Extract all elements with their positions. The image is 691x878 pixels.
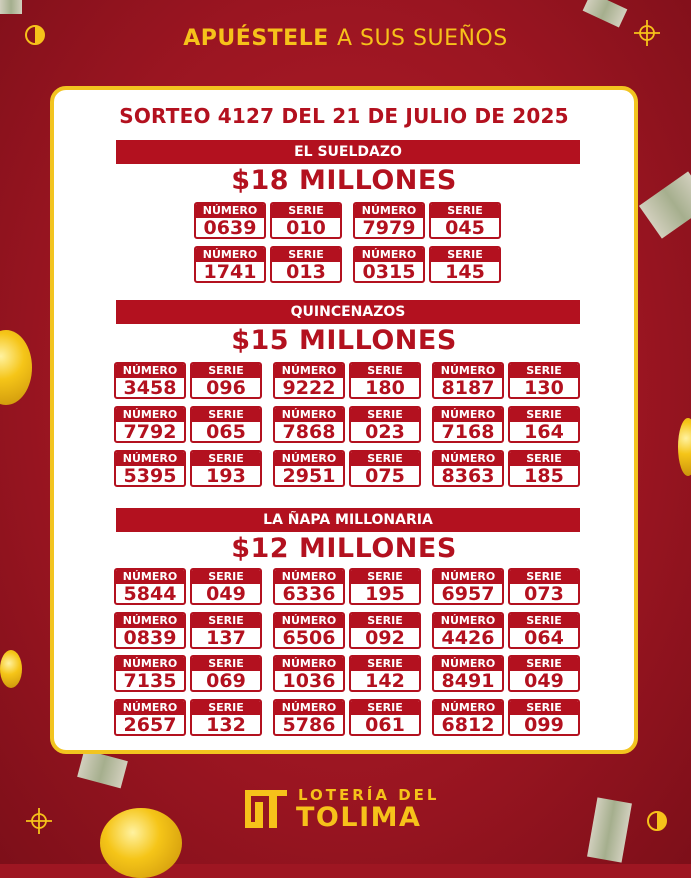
serie-label: SERIE bbox=[351, 657, 419, 671]
serie-value: 065 bbox=[206, 421, 246, 443]
coin-decoration bbox=[678, 418, 691, 476]
numero-label: NÚMERO bbox=[275, 408, 343, 422]
numero-label: NÚMERO bbox=[434, 452, 502, 466]
numero-label: NÚMERO bbox=[434, 570, 502, 584]
numero-box bbox=[432, 699, 504, 736]
numero-value: 7135 bbox=[123, 670, 177, 692]
numero-label: NÚMERO bbox=[434, 408, 502, 422]
serie-box bbox=[190, 612, 262, 649]
serie-box bbox=[190, 406, 262, 443]
serie-box bbox=[349, 655, 421, 692]
serie-box bbox=[349, 450, 421, 487]
numero-box bbox=[432, 406, 504, 443]
numero-label: NÚMERO bbox=[275, 570, 343, 584]
numero-box bbox=[114, 699, 186, 736]
numero-value: 5844 bbox=[123, 583, 177, 605]
serie-value: 137 bbox=[206, 626, 246, 649]
numero-box bbox=[432, 612, 504, 649]
serie-label: SERIE bbox=[510, 657, 578, 671]
numero-label: NÚMERO bbox=[434, 614, 502, 628]
coin-decoration bbox=[0, 650, 22, 688]
serie-label: SERIE bbox=[192, 452, 260, 466]
numero-box bbox=[114, 655, 186, 692]
serie-label: SERIE bbox=[510, 701, 578, 715]
serie-label: SERIE bbox=[192, 364, 260, 378]
logo-mark-icon bbox=[243, 786, 289, 828]
numero-label: NÚMERO bbox=[275, 364, 343, 378]
serie-label: SERIE bbox=[351, 364, 419, 378]
numero-label: NÚMERO bbox=[275, 701, 343, 715]
serie-label: SERIE bbox=[510, 364, 578, 378]
numero-value: 1741 bbox=[203, 261, 257, 283]
serie-box bbox=[508, 362, 580, 399]
serie-value: 132 bbox=[206, 713, 246, 736]
prize-amount: $18 MILLONES bbox=[231, 165, 457, 196]
serie-label: SERIE bbox=[351, 701, 419, 715]
serie-label: SERIE bbox=[192, 701, 260, 715]
numero-box bbox=[432, 450, 504, 487]
numero-box bbox=[273, 450, 345, 487]
serie-label: SERIE bbox=[192, 408, 260, 422]
crosshair-icon bbox=[26, 808, 52, 834]
serie-value: 013 bbox=[286, 261, 326, 283]
tagline-rest: A SUS SUEÑOS bbox=[336, 26, 508, 51]
numero-label: NÚMERO bbox=[116, 614, 184, 628]
numero-value: 1036 bbox=[282, 670, 336, 692]
banknote-decoration bbox=[0, 0, 22, 14]
section-banner: EL SUELDAZO bbox=[116, 140, 580, 164]
numero-box bbox=[353, 202, 425, 239]
serie-label: SERIE bbox=[510, 452, 578, 466]
serie-label: SERIE bbox=[510, 614, 578, 628]
numero-box bbox=[194, 246, 266, 283]
numero-box bbox=[273, 699, 345, 736]
serie-label: SERIE bbox=[192, 657, 260, 671]
loteria-logo bbox=[243, 786, 449, 832]
results-card bbox=[50, 86, 638, 754]
numero-box bbox=[432, 655, 504, 692]
serie-box bbox=[508, 406, 580, 443]
serie-value: 142 bbox=[365, 670, 405, 692]
serie-box bbox=[349, 612, 421, 649]
numero-value: 4426 bbox=[441, 626, 495, 649]
numero-value: 0315 bbox=[362, 261, 416, 283]
serie-label: SERIE bbox=[510, 570, 578, 584]
numero-box bbox=[273, 406, 345, 443]
serie-box bbox=[190, 568, 262, 605]
serie-value: 010 bbox=[286, 217, 326, 239]
logo-line1: LOTERÍA DEL bbox=[298, 786, 440, 804]
serie-value: 180 bbox=[365, 377, 405, 399]
serie-value: 049 bbox=[206, 583, 246, 605]
numero-label: NÚMERO bbox=[116, 701, 184, 715]
numero-value: 8187 bbox=[441, 377, 495, 399]
serie-label: SERIE bbox=[192, 570, 260, 584]
numero-value: 3458 bbox=[123, 377, 177, 399]
numero-box bbox=[273, 362, 345, 399]
numero-box bbox=[273, 655, 345, 692]
draw-title: SORTEO 4127 DEL 21 DE JULIO DE 2025 bbox=[119, 104, 569, 128]
numero-box bbox=[114, 450, 186, 487]
serie-value: 096 bbox=[206, 377, 246, 399]
prize-amount: $15 MILLONES bbox=[231, 325, 457, 356]
serie-value: 049 bbox=[524, 670, 564, 692]
tagline-bold: APUÉSTELE bbox=[183, 26, 329, 51]
serie-label: SERIE bbox=[272, 248, 340, 262]
numero-box bbox=[353, 246, 425, 283]
logo-line2: TOLIMA bbox=[296, 802, 422, 833]
numero-value: 6812 bbox=[441, 713, 495, 736]
serie-value: 069 bbox=[206, 670, 246, 692]
numero-box bbox=[273, 612, 345, 649]
numero-label: NÚMERO bbox=[116, 364, 184, 378]
serie-value: 064 bbox=[524, 626, 564, 649]
numero-box bbox=[114, 362, 186, 399]
numero-value: 0639 bbox=[203, 217, 257, 239]
numero-label: NÚMERO bbox=[355, 248, 423, 262]
numero-label: NÚMERO bbox=[116, 452, 184, 466]
serie-box bbox=[190, 699, 262, 736]
serie-label: SERIE bbox=[510, 408, 578, 422]
serie-box bbox=[349, 362, 421, 399]
numero-value: 8363 bbox=[441, 465, 495, 487]
serie-box bbox=[270, 246, 342, 283]
numero-box bbox=[194, 202, 266, 239]
serie-box bbox=[429, 202, 501, 239]
section-banner: LA ÑAPA MILLONARIA bbox=[116, 508, 580, 532]
numero-label: NÚMERO bbox=[434, 364, 502, 378]
numero-box bbox=[432, 362, 504, 399]
numero-value: 0839 bbox=[123, 626, 177, 649]
numero-box bbox=[273, 568, 345, 605]
serie-box bbox=[190, 655, 262, 692]
serie-value: 099 bbox=[524, 713, 564, 736]
numero-value: 6336 bbox=[282, 583, 336, 605]
serie-value: 075 bbox=[365, 465, 405, 487]
serie-label: SERIE bbox=[351, 614, 419, 628]
numero-label: NÚMERO bbox=[116, 657, 184, 671]
numero-label: NÚMERO bbox=[434, 657, 502, 671]
numero-label: NÚMERO bbox=[196, 248, 264, 262]
numero-value: 2657 bbox=[123, 713, 177, 736]
serie-box bbox=[190, 362, 262, 399]
numero-label: NÚMERO bbox=[434, 701, 502, 715]
serie-value: 164 bbox=[524, 421, 564, 443]
half-moon-icon bbox=[644, 808, 670, 834]
serie-value: 185 bbox=[524, 465, 564, 487]
serie-box bbox=[190, 450, 262, 487]
serie-box bbox=[508, 699, 580, 736]
numero-value: 7168 bbox=[441, 421, 495, 443]
serie-label: SERIE bbox=[351, 452, 419, 466]
numero-box bbox=[114, 568, 186, 605]
tagline bbox=[0, 26, 691, 51]
serie-box bbox=[508, 450, 580, 487]
numero-label: NÚMERO bbox=[355, 204, 423, 218]
serie-label: SERIE bbox=[431, 204, 499, 218]
serie-value: 145 bbox=[445, 261, 485, 283]
numero-value: 5786 bbox=[282, 713, 336, 736]
numero-value: 9222 bbox=[282, 377, 336, 399]
serie-value: 045 bbox=[445, 217, 485, 239]
serie-label: SERIE bbox=[351, 408, 419, 422]
serie-value: 195 bbox=[365, 583, 405, 605]
serie-label: SERIE bbox=[431, 248, 499, 262]
serie-box bbox=[349, 568, 421, 605]
serie-box bbox=[508, 612, 580, 649]
serie-value: 061 bbox=[365, 713, 405, 736]
serie-box bbox=[349, 406, 421, 443]
serie-box bbox=[508, 655, 580, 692]
numero-box bbox=[114, 612, 186, 649]
serie-box bbox=[508, 568, 580, 605]
serie-value: 073 bbox=[524, 583, 564, 605]
serie-value: 130 bbox=[524, 377, 564, 399]
prize-amount: $12 MILLONES bbox=[231, 533, 457, 564]
numero-value: 6506 bbox=[282, 626, 336, 649]
numero-value: 7979 bbox=[362, 217, 416, 239]
serie-label: SERIE bbox=[351, 570, 419, 584]
numero-box bbox=[432, 568, 504, 605]
numero-value: 6957 bbox=[441, 583, 495, 605]
numero-value: 7792 bbox=[123, 421, 177, 443]
coin-decoration bbox=[100, 808, 182, 878]
serie-box bbox=[270, 202, 342, 239]
numero-label: NÚMERO bbox=[116, 570, 184, 584]
serie-label: SERIE bbox=[192, 614, 260, 628]
numero-label: NÚMERO bbox=[275, 614, 343, 628]
numero-label: NÚMERO bbox=[275, 452, 343, 466]
serie-value: 092 bbox=[365, 626, 405, 649]
section-banner: QUINCENAZOS bbox=[116, 300, 580, 324]
numero-label: NÚMERO bbox=[275, 657, 343, 671]
numero-value: 7868 bbox=[282, 421, 336, 443]
numero-label: NÚMERO bbox=[196, 204, 264, 218]
serie-box bbox=[349, 699, 421, 736]
serie-value: 193 bbox=[206, 465, 246, 487]
numero-label: NÚMERO bbox=[116, 408, 184, 422]
numero-value: 8491 bbox=[441, 670, 495, 692]
numero-value: 2951 bbox=[282, 465, 336, 487]
serie-box bbox=[429, 246, 501, 283]
numero-box bbox=[114, 406, 186, 443]
serie-value: 023 bbox=[365, 421, 405, 443]
serie-label: SERIE bbox=[272, 204, 340, 218]
numero-value: 5395 bbox=[123, 465, 177, 487]
